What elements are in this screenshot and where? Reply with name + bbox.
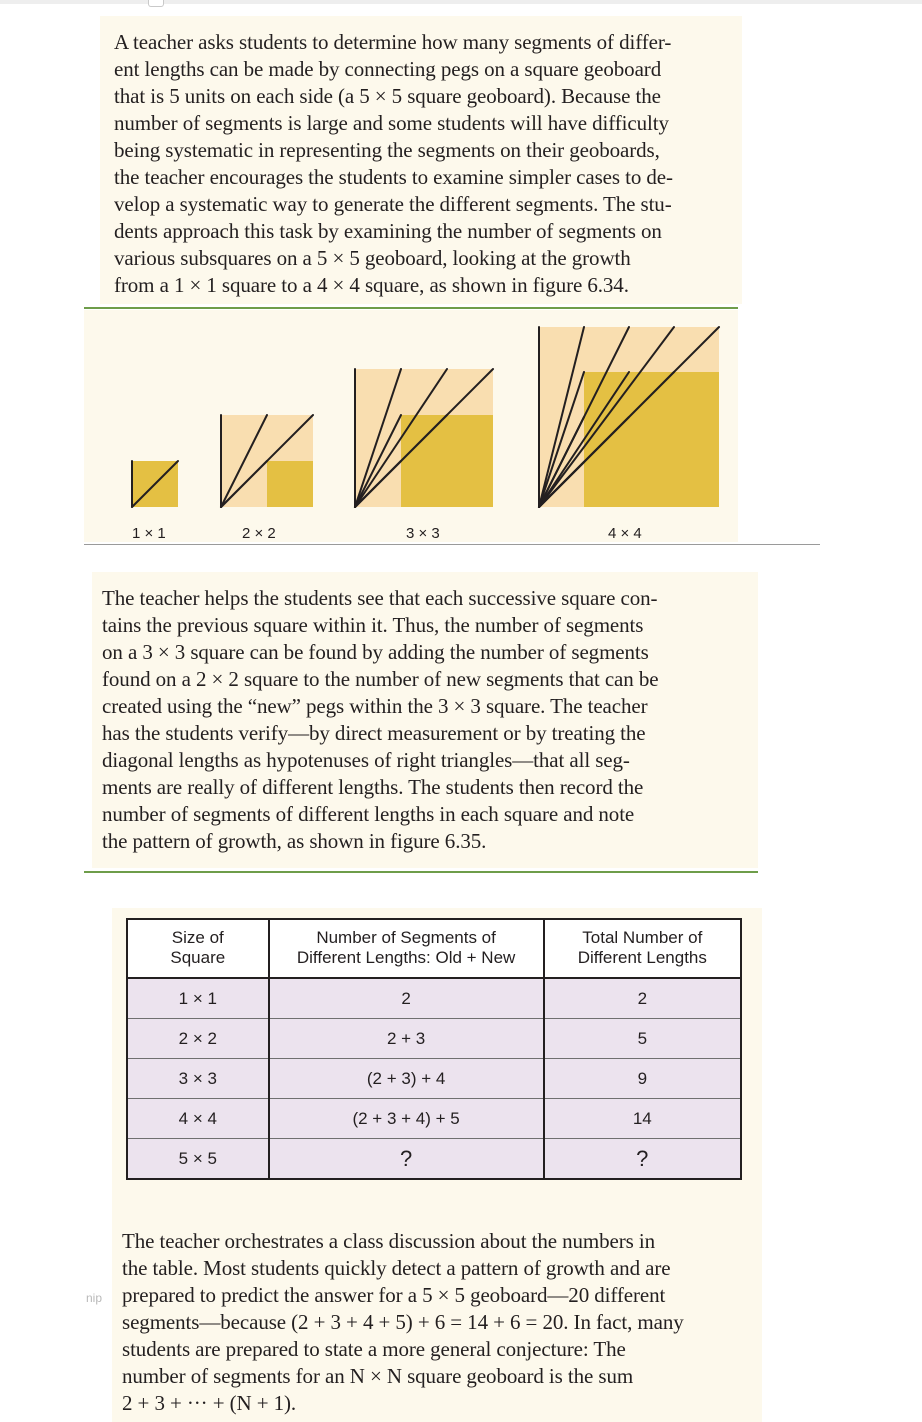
table-row bbox=[127, 978, 741, 1019]
cell-total: 9 bbox=[544, 1059, 741, 1099]
table-row bbox=[127, 1059, 741, 1099]
caption-3x3: 3 × 3 bbox=[406, 525, 440, 542]
cell-size: 3 × 3 bbox=[127, 1059, 269, 1099]
table-header-row bbox=[127, 919, 741, 978]
table-row bbox=[127, 1139, 741, 1180]
caption-1x1: 1 × 1 bbox=[132, 525, 166, 542]
cell-old-new: (2 + 3 + 4) + 5 bbox=[269, 1099, 544, 1139]
header-size bbox=[127, 919, 269, 978]
cell-total: 2 bbox=[544, 978, 741, 1019]
middle-divider bbox=[84, 871, 758, 873]
cell-size: 1 × 1 bbox=[127, 978, 269, 1019]
geoboard-squares bbox=[132, 327, 719, 507]
previous-square-4x4 bbox=[584, 372, 719, 507]
closing-paragraph: The teacher orchestrates a class discussion about the numbers in the table. Most students quickly detect a pattern of growth and are prepared to predict the answer for a 5 × 5 geoboard—20 different segments—because (2 + 3 + 4 + 5) + 6 = 14 + 6 = 20. In fact, many students are prepared to state a more general conjecture: The number of segments for an N × N square geoboard is the sum 2 + 3 + ··· + (N + 1). bbox=[122, 1229, 684, 1415]
header-size-label: Size of Square bbox=[170, 928, 226, 967]
header-total bbox=[544, 919, 741, 978]
cell-size: 5 × 5 bbox=[127, 1139, 269, 1180]
table-row bbox=[127, 1019, 741, 1059]
cell-old-new: 2 bbox=[269, 978, 544, 1019]
previous-square-2x2 bbox=[267, 461, 313, 507]
figure-bottom-rule bbox=[84, 544, 820, 545]
intro-paragraph: A teacher asks students to determine how many segments of differ- ent lengths can be made by connecting pegs on a square geoboard that is 5 units on each side (a 5 × 5 square geoboard). Because the number of segments is large and some students will have difficulty being systematic in representing the segments on their geoboards, the teacher encourages the students to examine simpler cases to de- velop a systematic way to generate the different segments. The stu- dents approach this task by examining the number of segments on various subsquares on a 5 × 5 geoboard, looking at the growth from a 1 × 1 square to a 4 × 4 square, as shown in figure 6.34. bbox=[114, 30, 673, 297]
previous-square-3x3 bbox=[401, 415, 493, 507]
cell-size: 4 × 4 bbox=[127, 1099, 269, 1139]
cell-total: 5 bbox=[544, 1019, 741, 1059]
caption-4x4: 4 × 4 bbox=[608, 525, 642, 542]
geoboard-figure bbox=[0, 0, 922, 560]
cell-total: ? bbox=[544, 1139, 741, 1180]
caption-2x2: 2 × 2 bbox=[242, 525, 276, 542]
header-old-new-label: Number of Segments of Different Lengths: Old + New bbox=[296, 928, 516, 967]
header-total-label: Total Number of Different Lengths bbox=[577, 928, 707, 967]
header-old-new bbox=[269, 919, 544, 978]
cell-old-new: 2 + 3 bbox=[269, 1019, 544, 1059]
cell-size: 2 × 2 bbox=[127, 1019, 269, 1059]
segments-table bbox=[126, 918, 742, 1180]
margin-note: nip bbox=[86, 1291, 103, 1305]
cell-total: 14 bbox=[544, 1099, 741, 1139]
cell-old-new: (2 + 3) + 4 bbox=[269, 1059, 544, 1099]
table-row bbox=[127, 1099, 741, 1139]
middle-paragraph: The teacher helps the students see that each successive square con- tains the previous square within it. Thus, the number of segments on a 3 × 3 square can be found by adding the number of segments found on a 2 × 2 square to the number of new segments that can be created using the “new” pegs within the 3 × 3 square. The teacher has the students verify—by direct measurement or by treating the diagonal lengths as hypotenuses of right triangles—that all seg- ments are really of different lengths. The students then record the number of segments of different lengths in each square and note the pattern of growth, as shown in figure 6.35. bbox=[102, 586, 659, 853]
cell-old-new: ? bbox=[269, 1139, 544, 1180]
